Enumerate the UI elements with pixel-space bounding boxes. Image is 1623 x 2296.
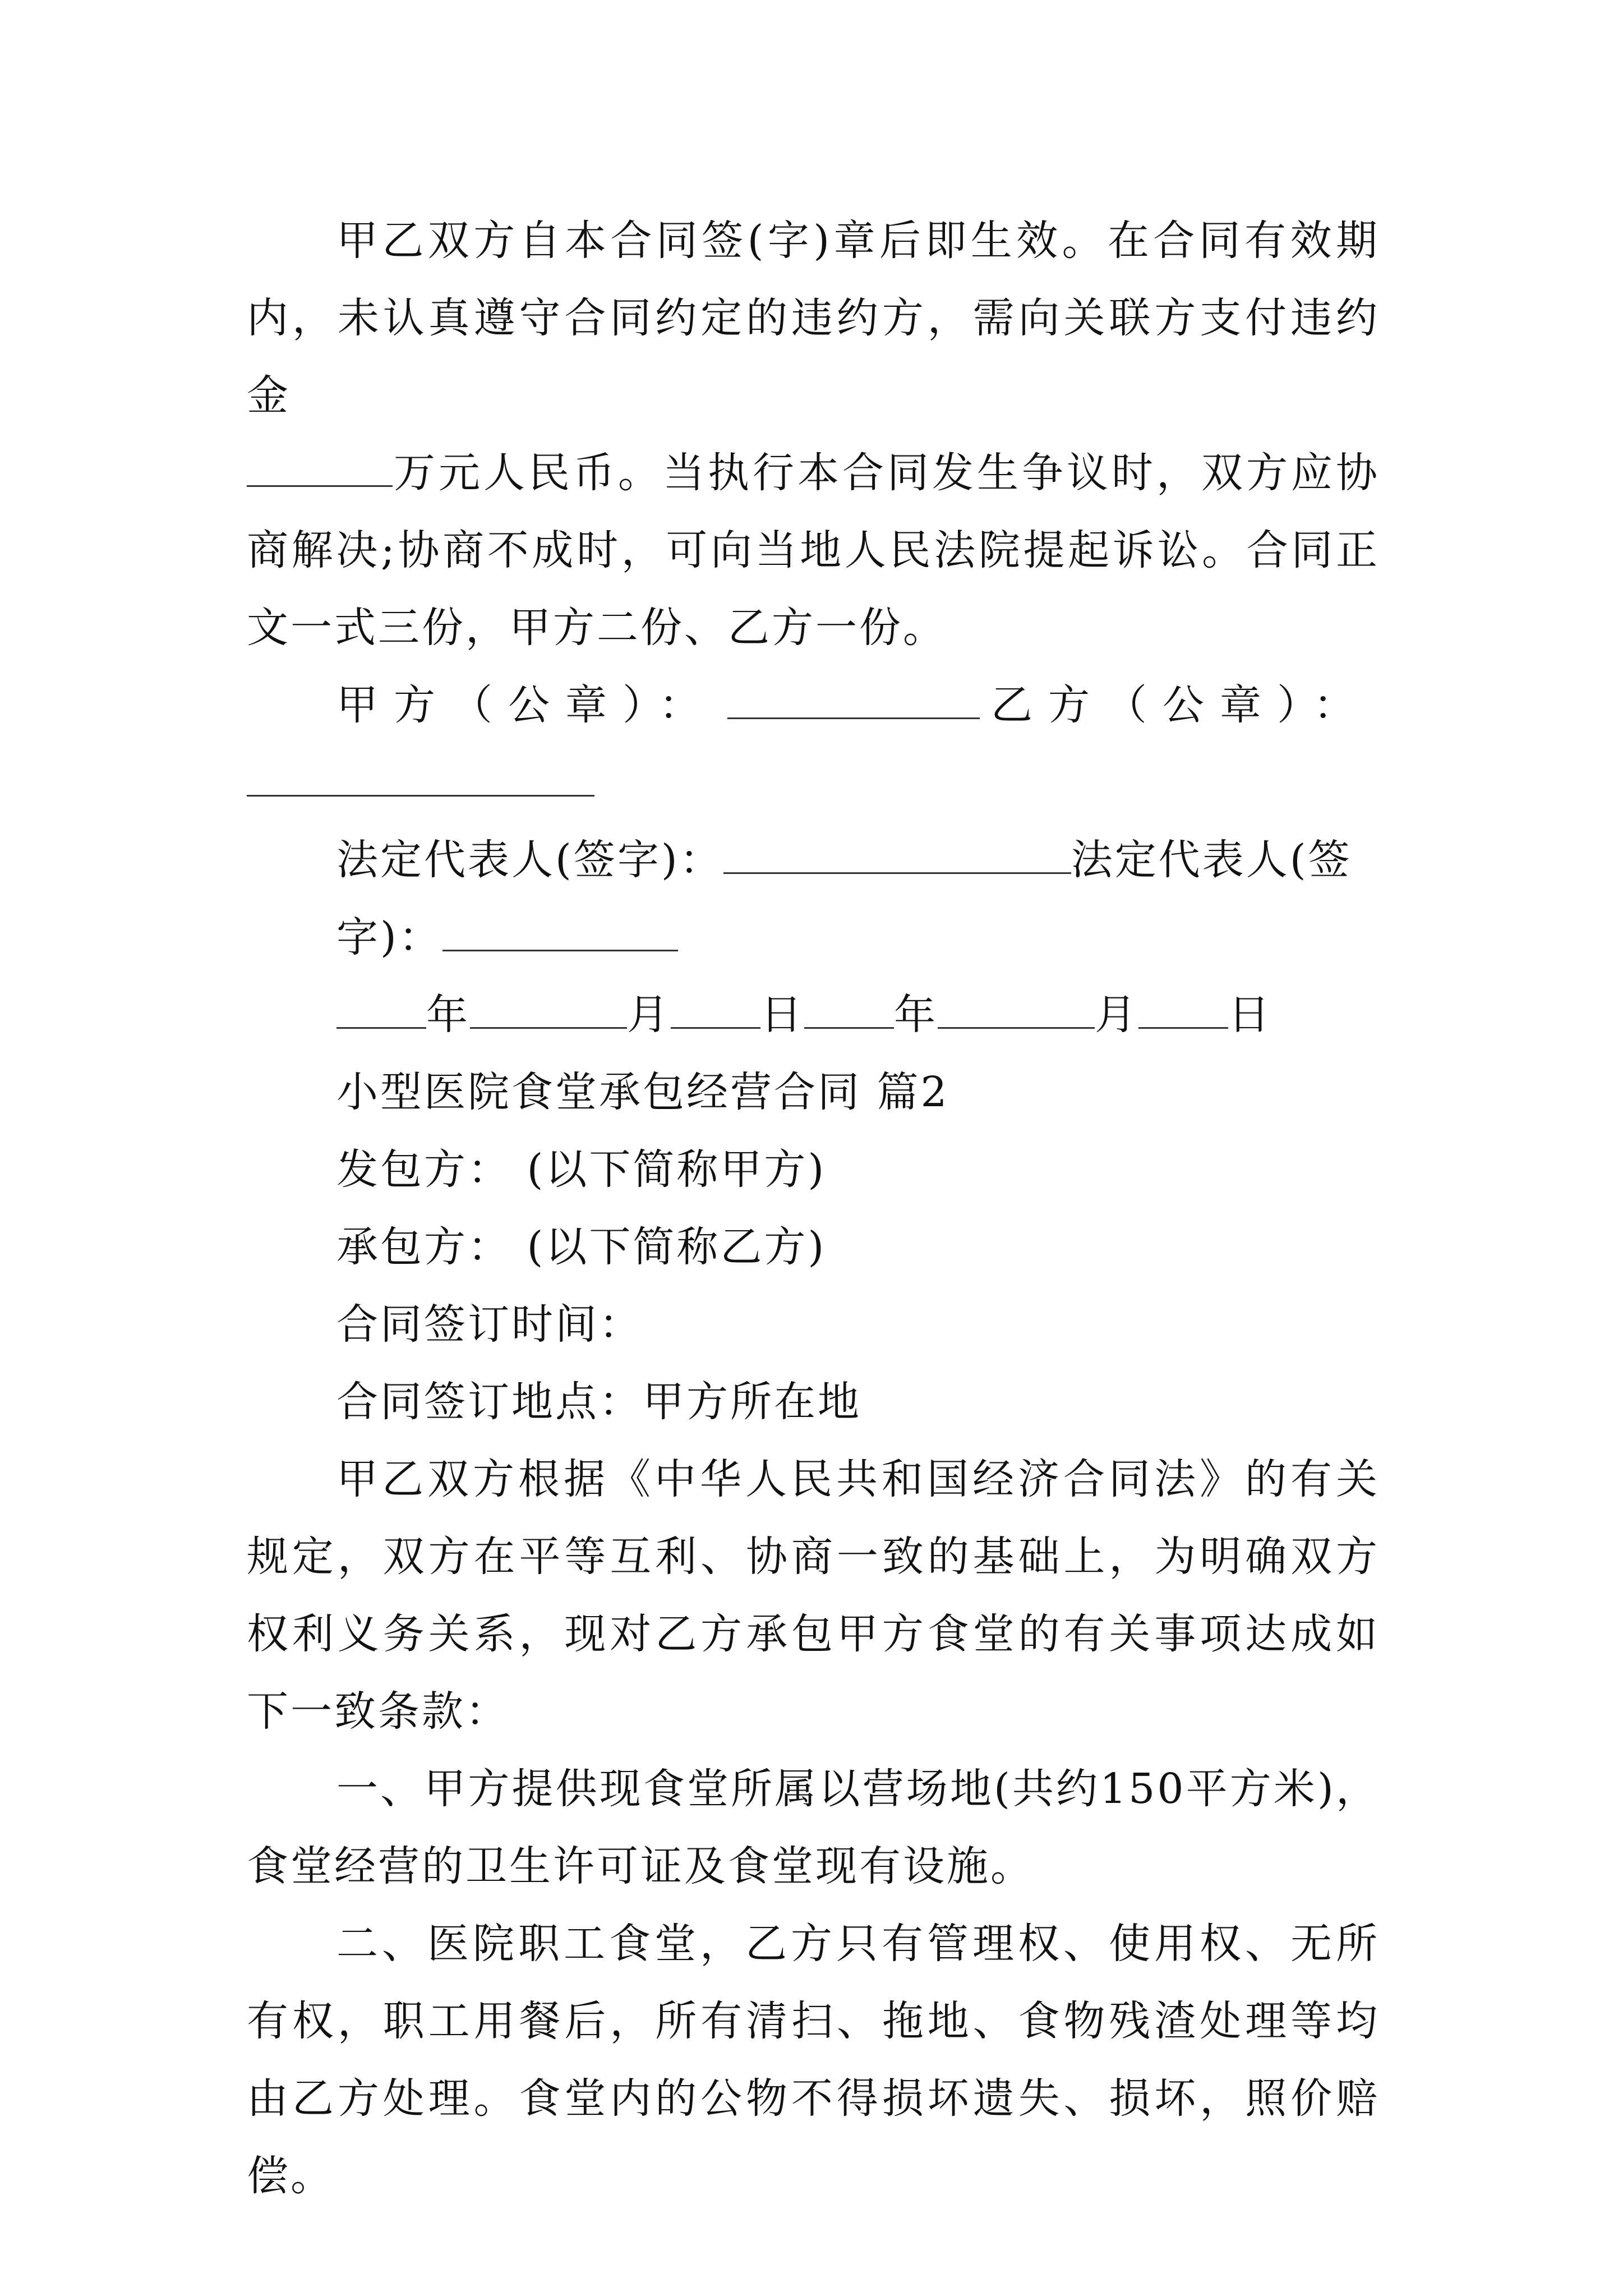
sign-place-line: 合同签订地点：甲方所在地: [336, 1378, 861, 1426]
month-b-blank: [938, 988, 1095, 1029]
day-b-blank: [1138, 988, 1228, 1029]
date-line: [247, 976, 1380, 1053]
clause-1: 一、甲方提供现食堂所属以营场地(共约150平方米)，食堂经营的卫生许可证及食堂现有设施。: [247, 1765, 1380, 1890]
party-b-seal-blank-line: [247, 744, 1380, 821]
day-a-label: 日: [760, 991, 804, 1039]
sign-time-line: 合同签订时间：: [336, 1300, 643, 1349]
clause-2: 二、医院职工食堂，乙方只有管理权、使用权、无所有权，职工用餐后，所有清扫、拖地、食物残渣处理等均由乙方处理。食堂内的公物不得损坏遗失、损坏，照价赔偿。: [247, 1920, 1380, 2200]
month-a-label: 月: [627, 991, 671, 1039]
penalty-amount-blank: [247, 446, 393, 487]
document-body: [247, 202, 1380, 2215]
section-title: 小型医院食堂承包经营合同 篇2: [336, 1068, 949, 1116]
year-a-label: 年: [426, 991, 470, 1039]
seal-line: [247, 666, 1380, 744]
party-a-seal-label: 甲方（公章）：: [336, 681, 716, 729]
year-a-blank: [336, 988, 426, 1029]
year-b-label: 年: [894, 991, 938, 1039]
rep-a-label: 法定代表人(签字)：: [336, 836, 723, 884]
party-b-seal-label: 乙方（公章）：: [991, 681, 1371, 729]
preamble-paragraph: 甲乙双方根据《中华人民共和国经济合同法》的有关规定，双方在平等互利、协商一致的基础上，为明确双方权利义务关系，现对乙方承包甲方食堂的有关事项达成如下一致条款：: [247, 1455, 1380, 1736]
issuer-line: 发包方： (以下简称甲方): [336, 1145, 827, 1194]
penalty-text-2: 万元人民币。当执行本合同发生争议时，双方应协商解决;协商不成时，可向当地人民法院提起诉讼。合同正文一式三份，甲方二份、乙方一份。: [247, 449, 1380, 652]
representative-line: [247, 821, 1380, 976]
year-b-blank: [804, 988, 894, 1029]
party-b-seal-blank: [247, 756, 594, 797]
day-a-blank: [671, 988, 760, 1029]
rep-b-label: 法定代表人(签字)：: [336, 836, 1352, 961]
penalty-paragraph: [247, 202, 1380, 666]
contractor-line: 承包方： (以下简称乙方): [336, 1223, 827, 1271]
month-b-label: 月: [1095, 991, 1138, 1039]
rep-b-blank: [442, 910, 678, 951]
penalty-text-1: 甲乙双方自本合同签(字)章后即生效。在合同有效期内，未认真遵守合同约定的违约方，需向关联方支付违约金: [247, 217, 1380, 420]
party-a-seal-blank: [727, 678, 980, 719]
day-b-label: 日: [1228, 991, 1272, 1039]
month-a-blank: [470, 988, 627, 1029]
rep-a-blank: [723, 833, 1071, 874]
